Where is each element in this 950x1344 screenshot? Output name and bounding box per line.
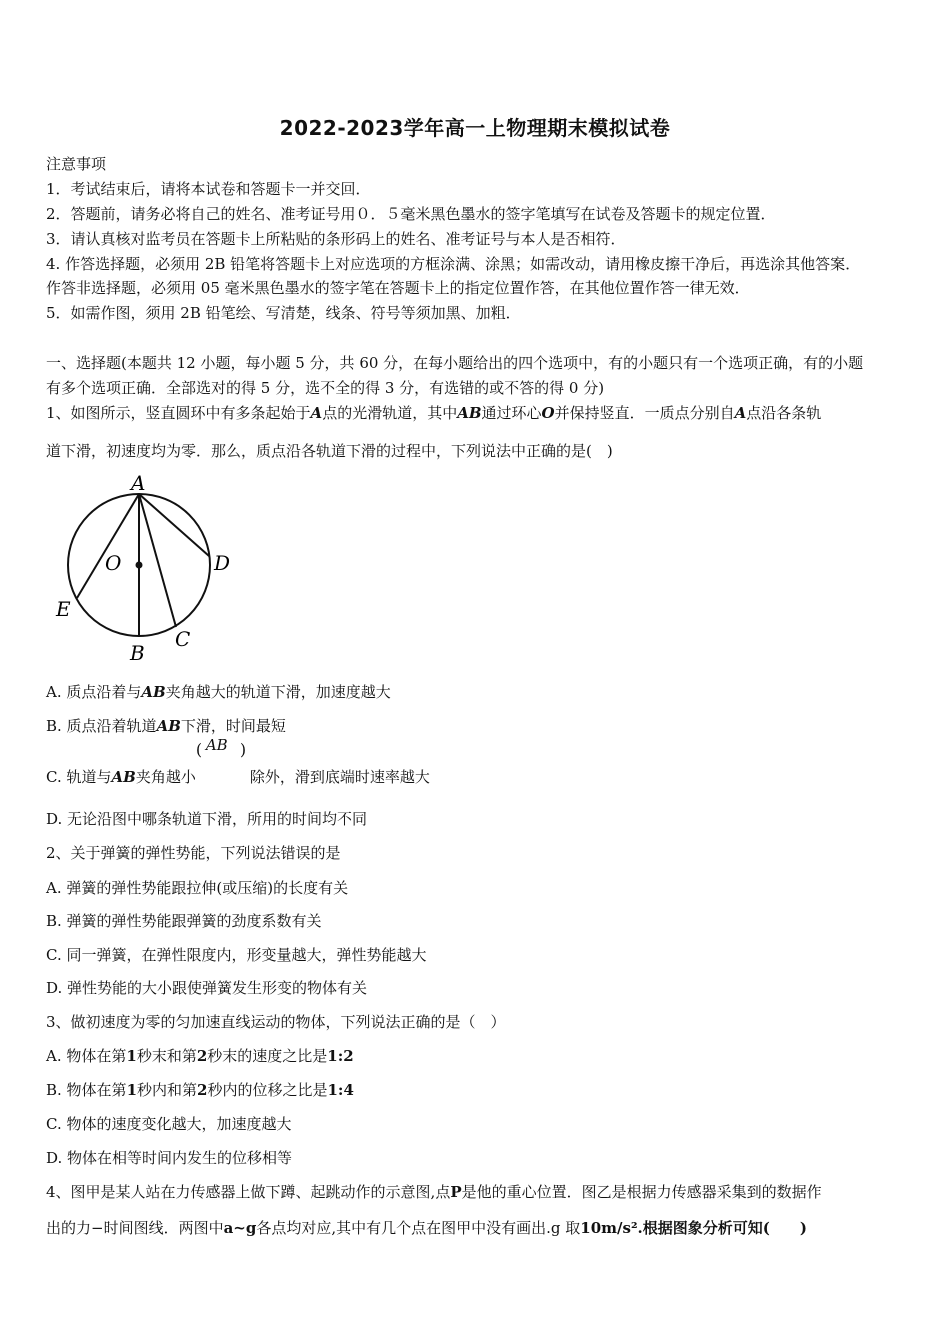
paren-open: ( — [195, 740, 203, 759]
track-ae — [77, 494, 139, 598]
q4-text: 出的力−时间图线．两图中 — [46, 1219, 224, 1237]
option-text: B. 质点沿着轨道 — [46, 717, 157, 735]
notice-heading: 注意事项 — [46, 155, 107, 173]
option-text: A. 物体在第 — [46, 1047, 127, 1065]
label-d: D — [214, 551, 231, 575]
q1-option-d: D. 无论沿图中哪条轨道下滑，所用的时间均不同 — [46, 810, 368, 828]
label-b: B — [130, 641, 145, 665]
symbol-ab: AB — [111, 768, 136, 786]
gravity-value: 10m/s² — [580, 1219, 638, 1237]
option-text: C. 轨道与 — [46, 768, 112, 786]
center-point — [136, 562, 143, 569]
symbol-a-to-g: a~g — [223, 1219, 257, 1237]
q1-symbol-ab: AB — [457, 404, 482, 422]
q1-symbol-a: A — [734, 404, 747, 422]
section-heading-line-2: 有多个选项正确．全部选对的得 5 分，选不全的得 3 分，有选错的或不答的得 0 分) — [46, 379, 605, 397]
notice-item-4-continued: 作答非选择题，必须用 05 毫米黑色墨水的签字笔在答题卡上的指定位置作答，在其他位置作答一律无效． — [46, 279, 750, 297]
question-2-stem: 2、关于弹簧的弹性势能，下列说法错误的是 — [46, 844, 341, 862]
option-text: 夹角越小 — [135, 768, 196, 786]
q1-option-a — [46, 681, 391, 702]
page-title: 2022-2023学年高一上物理期末模拟试卷 — [279, 116, 671, 140]
notice-item-3: 3．请认真核对监考员在答题卡上所粘贴的条形码上的姓名、准考证号与本人是否相符． — [46, 230, 626, 248]
q4-text: 4、图甲是某人站在力传感器上做下蹲、起跳动作的示意图,点 — [46, 1183, 451, 1201]
question-4-stem-line-1 — [46, 1181, 822, 1202]
q1-symbol-a: A — [310, 404, 323, 422]
option-text: 下滑，时间最短 — [180, 717, 286, 735]
q4-text: .根据图象分析可知( ) — [637, 1219, 807, 1237]
option-text: 秒末的速度之比是 — [207, 1047, 328, 1065]
section-heading-line-1: 一、选择题(本题共 12 小题，每小题 5 分，共 60 分，在每小题给出的四个选项中，有的小题只有一个选项正确，有的小题 — [46, 354, 864, 372]
notice-item-2: 2．答题前，请务必将自己的姓名、准考证号用０．５毫米黑色墨水的签字笔填写在试卷及答题卡的规定位置． — [46, 205, 776, 223]
option-text: 秒末和第 — [136, 1047, 197, 1065]
question-1-stem-line-1 — [46, 402, 821, 423]
q3-option-d: D. 物体在相等时间内发生的位移相等 — [46, 1149, 293, 1167]
q1-text: 点的光滑轨道，其中 — [322, 404, 458, 422]
option-text: 秒内的位移之比是 — [207, 1081, 328, 1099]
symbol-ab: AB — [141, 683, 166, 701]
q1-symbol-o: O — [541, 404, 555, 422]
symbol-ab: AB — [156, 717, 181, 735]
ratio: 1:2 — [327, 1047, 354, 1065]
option-text: 除外 — [249, 768, 280, 786]
parenthetical-ab — [195, 736, 250, 782]
q3-option-b — [46, 1079, 354, 1100]
circle-track-figure — [50, 472, 250, 667]
symbol-ab-raised: AB — [205, 736, 228, 754]
q2-option-c: C. 同一弹簧，在弹性限度内，形变量越大，弹性势能越大 — [46, 946, 427, 964]
option-text: ，滑到底端时速率越大 — [279, 768, 430, 786]
q1-text: 点沿各条轨 — [746, 404, 822, 422]
number: 1 — [126, 1081, 137, 1099]
q3-option-a — [46, 1045, 354, 1066]
q1-option-b — [46, 715, 286, 736]
number: 2 — [197, 1081, 208, 1099]
number: 1 — [126, 1047, 137, 1065]
number: 2 — [196, 1047, 208, 1065]
question-3-stem: 3、做初速度为零的匀加速直线运动的物体，下列说法正确的是（ ） — [46, 1013, 506, 1031]
q3-option-c: C. 物体的速度变化越大，加速度越大 — [46, 1115, 292, 1133]
question-1-stem-line-2: 道下滑，初速度均为零．那么，质点沿各轨道下滑的过程中，下列说法中正确的是( ) — [46, 442, 613, 460]
option-text: 秒内和第 — [137, 1081, 198, 1099]
q1-text: 1、如图所示，竖直圆环中有多条起始于 — [46, 404, 311, 422]
q1-text: 并保持竖直．一质点分别自 — [554, 404, 735, 422]
option-text: B. 物体在第 — [46, 1081, 127, 1099]
label-c: C — [175, 627, 191, 651]
q2-option-a: A. 弹簧的弹性势能跟拉伸(或压缩)的长度有关 — [46, 879, 349, 897]
notice-item-5: 5．如需作图，须用 2B 铅笔绘、写清楚，线条、符号等须加黑、加粗． — [46, 304, 521, 322]
option-text: 夹角越大的轨道下滑，加速度越大 — [165, 683, 391, 701]
track-ac — [139, 494, 176, 627]
notice-item-4: 4. 作答选择题，必须用 2B 铅笔将答题卡上对应选项的方框涂满、涂黑；如需改动，请用橡皮擦干净后，再选涂其他答案． — [46, 255, 861, 273]
q2-option-b: B. 弹簧的弹性势能跟弹簧的劲度系数有关 — [46, 912, 322, 930]
q2-option-d: D. 弹性势能的大小跟使弹簧发生形变的物体有关 — [46, 979, 368, 997]
label-a: A — [131, 472, 146, 495]
ratio: 1:4 — [327, 1081, 354, 1099]
notice-item-1: 1．考试结束后，请将本试卷和答题卡一并交回． — [46, 180, 371, 198]
question-4-stem-line-2 — [46, 1217, 807, 1238]
q1-option-c — [46, 736, 430, 787]
option-text: A. 质点沿着与 — [46, 683, 142, 701]
q4-text: 是他的重心位置．图乙是根据力传感器采集到的数据作 — [461, 1183, 822, 1201]
label-o: O — [105, 551, 122, 575]
q1-text: 通过环心 — [481, 404, 542, 422]
symbol-p: P — [450, 1183, 462, 1201]
paren-close: ) — [239, 740, 247, 759]
label-e: E — [56, 597, 71, 621]
q4-text: 各点均对应,其中有几个点在图甲中没有画出.g 取 — [256, 1219, 581, 1237]
